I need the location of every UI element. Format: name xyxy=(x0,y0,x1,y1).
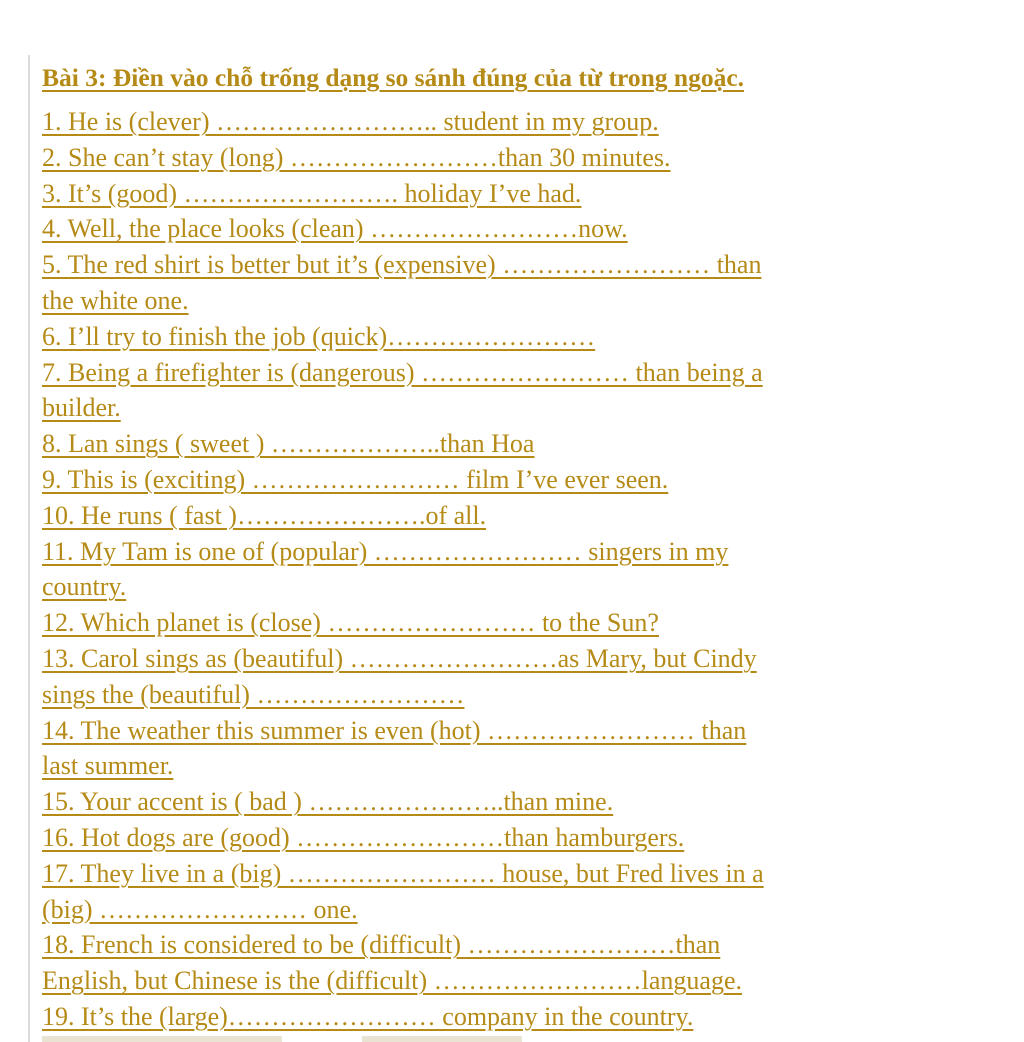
exercise-line: 5. The red shirt is better but it’s (expensive) …………………… than xyxy=(42,250,762,280)
exercise-line: the white one. xyxy=(42,285,189,315)
cut-off-next-line xyxy=(42,1036,842,1042)
exercise-line: 2. She can’t stay (long) ……………………than 30 minutes. xyxy=(42,142,671,172)
exercise-line: English, but Chinese is the (difficult) ……………………language. xyxy=(42,966,742,996)
exercise-line: (big) …………………… one. xyxy=(42,894,358,924)
worksheet xyxy=(42,60,942,1035)
exercise-line: 10. He runs ( fast )………………….of all. xyxy=(42,500,487,530)
exercise-line: 16. Hot dogs are (good) ……………………than hamburgers. xyxy=(42,822,685,852)
exercise-line: builder. xyxy=(42,393,121,423)
exercise-line: 13. Carol sings as (beautiful) ……………………as Mary, but Cindy xyxy=(42,643,757,673)
exercise-line: 11. My Tam is one of (popular) …………………… singers in my xyxy=(42,536,729,566)
exercise-line: 6. I’ll try to finish the job (quick)…………………… xyxy=(42,321,596,351)
exercise-line: country. xyxy=(42,572,127,602)
exercise-line: 8. Lan sings ( sweet ) ………………..than Hoa xyxy=(42,429,535,459)
exercise-line: 15. Your accent is ( bad ) …………………..than mine. xyxy=(42,787,614,817)
exercise-line: sings the (beautiful) …………………… xyxy=(42,679,465,709)
exercise-line: 4. Well, the place looks (clean) ……………………now. xyxy=(42,214,628,244)
exercise-line: 17. They live in a (big) …………………… house, but Fred lives in a xyxy=(42,858,764,888)
exercise-line: 18. French is considered to be (difficult) ……………………than xyxy=(42,930,721,960)
exercise-line: 3. It’s (good) ……………………. holiday I’ve had. xyxy=(42,178,582,208)
exercise-line: 14. The weather this summer is even (hot) …………………… than xyxy=(42,715,747,745)
exercise-line: 12. Which planet is (close) …………………… to the Sun? xyxy=(42,608,659,638)
exercise-line: 7. Being a firefighter is (dangerous) …………………… than being a xyxy=(42,357,763,387)
exercise-line: 9. This is (exciting) …………………… film I’ve ever seen. xyxy=(42,464,669,494)
exercise-line: last summer. xyxy=(42,751,174,781)
left-margin-rule xyxy=(28,55,30,1042)
exercise-list xyxy=(42,104,942,1035)
exercise-line: 1. He is (clever) …………………….. student in my group. xyxy=(42,107,659,136)
exercise-title: Bài 3: Điền vào chỗ trống dạng so sánh đúng của từ trong ngoặc. xyxy=(42,63,745,92)
exercise-line: 19. It’s the (large)…………………… company in the country. xyxy=(42,1001,694,1031)
